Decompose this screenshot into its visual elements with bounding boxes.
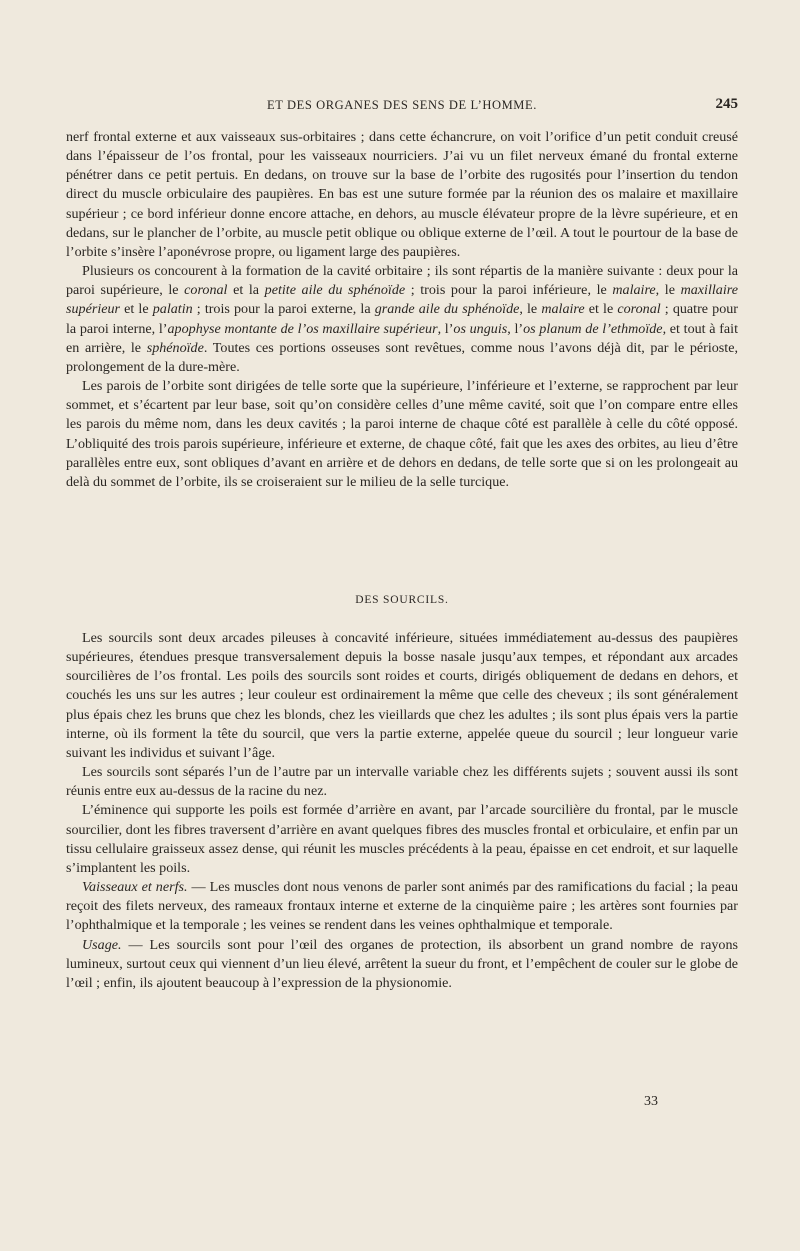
text-run: et le: [584, 301, 618, 318]
italic-label: Usage.: [82, 936, 122, 953]
italic-term: malaire: [541, 301, 585, 318]
italic-term: sphénoïde: [146, 339, 204, 356]
text-run: . Toutes ces portions osseuses sont revêtues, comme nous l’avons déjà dit, par le périoste, prolongement de la dure-mère.: [66, 339, 738, 375]
paragraph: [66, 878, 738, 935]
running-head-title: ET DES ORGANES DES SENS DE L’HOMME.: [267, 98, 537, 112]
body-text-block-1: [66, 128, 738, 492]
italic-term: apophyse montante de l’os maxillaire supérieur: [167, 320, 438, 337]
text-run: — Les muscles dont nous venons de parler sont animés par des ramifications du facial ; la peau reçoit des filets nerveux, des rameaux frontaux interne et externe de la cinquième paire ; les artères sont fournies par l’ophthalmique et la temporale ; les veines se rendent dans les veines ophthalmique et temporale.: [66, 879, 738, 934]
paragraph: nerf frontal externe et aux vaisseaux sus-orbitaires ; dans cette échancrure, on voit l’orifice d’un petit conduit creusé dans l’épaisseur de l’os frontal, pour les vaisseaux nourriciers. J’ai vu un filet nerveux émané du frontal externe pénétrer dans ce petit pertuis. En dedans, on trouve sur la base de l’orbite des rugosités pour l’insertion du tendon direct du muscle orbiculaire des paupières. En bas est une suture formée par la réunion des os malaire et maxillaire supérieur ; ce bord inférieur donne encore attache, en dehors, au muscle élévateur propre de la lèvre supérieure, et en dedans, sur le plancher de l’orbite, au muscle petit oblique ou oblique externe de l’œil. A tout le pourtour de la base de l’orbite s’insère l’aponévrose propre, ou ligament large des paupières.: [66, 129, 738, 260]
text-run: , et tout à fait en arrière, le: [66, 320, 739, 356]
italic-label: Vaisseaux et nerfs.: [82, 879, 188, 896]
paragraph: [66, 262, 738, 377]
text-run: ; quatre pour la paroi interne, l’: [66, 301, 738, 337]
text-run: , l’: [507, 320, 524, 337]
text-run: et la: [227, 282, 265, 299]
page-number: 245: [715, 96, 738, 112]
italic-term: coronal: [184, 282, 228, 299]
italic-term: palatin: [152, 301, 193, 318]
body-text-block-2: [66, 629, 738, 993]
italic-term: grande aile du sphénoïde: [374, 301, 520, 318]
text-run: , le: [519, 301, 542, 318]
section-heading: DES SOURCILS.: [355, 594, 449, 606]
paragraph: Les sourcils sont deux arcades pileuses à concavité inférieure, situées immédiatement au-dessus des paupières supérieures, étendues presque transversalement depuis la bosse nasale jusqu’aux tempes, et répondant aux arcades sourcilières de l’os frontal. Les poils des sourcils sont roides et courts, dirigés obliquement de dedans en dehors, et couchés les uns sur les autres ; leur couleur est ordinairement la même que celle des cheveux ; ils sont généralement plus épais chez les bruns que chez les blonds, chez les vieillards que chez les adultes ; ils sont plus épais vers la partie interne, où ils forment la tête du sourcil, que vers la partie externe, appelée queue du sourcil ; leur longueur varie suivant les individus et suivant l’âge.: [66, 630, 738, 761]
text-run: , le: [655, 282, 681, 299]
running-head: [66, 96, 738, 116]
text-run: , l’: [437, 320, 454, 337]
italic-term: malaire: [612, 282, 656, 299]
paragraph: Les sourcils sont séparés l’un de l’autre par un intervalle variable chez les différents sujets ; souvent aussi ils sont réunis entre eux au-dessus de la racine du nez.: [66, 764, 738, 800]
text-run: ; trois pour la paroi inférieure, le: [405, 282, 613, 299]
italic-term: os unguis: [453, 320, 508, 337]
italic-term: coronal: [617, 301, 661, 318]
italic-term: os planum de l’ethmoïde: [523, 320, 663, 337]
text-run: et le: [120, 301, 153, 318]
text-run: ; trois pour la paroi externe, la: [192, 301, 375, 318]
paragraph: L’éminence qui supporte les poils est formée d’arrière en avant, par l’arcade sourcilière du frontal, par le muscle sourcilier, dont les fibres traversent d’arrière en avant quelques fibres des muscles frontal et orbiculaire, et enfin par un tissu cellulaire graisseux assez dense, qui réunit les muscles précédents à la peau, épaisse en cet endroit, et sur laquelle s’implantent les poils.: [66, 802, 738, 876]
italic-term: petite aile du sphénoïde: [264, 282, 406, 299]
signature-mark: 33: [644, 1094, 658, 1109]
text-run: — Les sourcils sont pour l’œil des organes de protection, ils absorbent un grand nombre de rayons lumineux, surtout ceux qui viennent d’un lieu élevé, arrêtent la sueur du front, et l’empêchent de couler sur le globe de l’œil ; enfin, ils ajoutent beaucoup à l’expression de la physionomie.: [66, 936, 738, 991]
paragraph: Les parois de l’orbite sont dirigées de telle sorte que la supérieure, l’inférieure et l’externe, se rapprochent par leur sommet, et s’écartent par leur base, soit qu’on considère celles d’une même cavité, soit que l’on compare entre elles les parois du même nom, dans les deux cavités ; la paroi interne de chaque côté est parallèle à celle du côté opposé. L’obliquité des trois parois supérieure, inférieure et externe, de chaque côté, fait que les axes des orbites, au lieu d’être parallèles entre eux, sont obliques d’avant en arrière et de dehors en dedans, de telle sorte que si on les prolongeait au delà du sommet de l’orbite, ils se croiseraient sur le milieu de la selle turcique.: [66, 378, 738, 490]
italic-term: maxillaire supérieur: [66, 282, 738, 318]
paragraph: [66, 936, 738, 993]
text-run: Plusieurs os concourent à la formation de la cavité orbitaire ; ils sont répartis de la manière suivante : deux pour la paroi supérieure, le: [66, 263, 738, 299]
